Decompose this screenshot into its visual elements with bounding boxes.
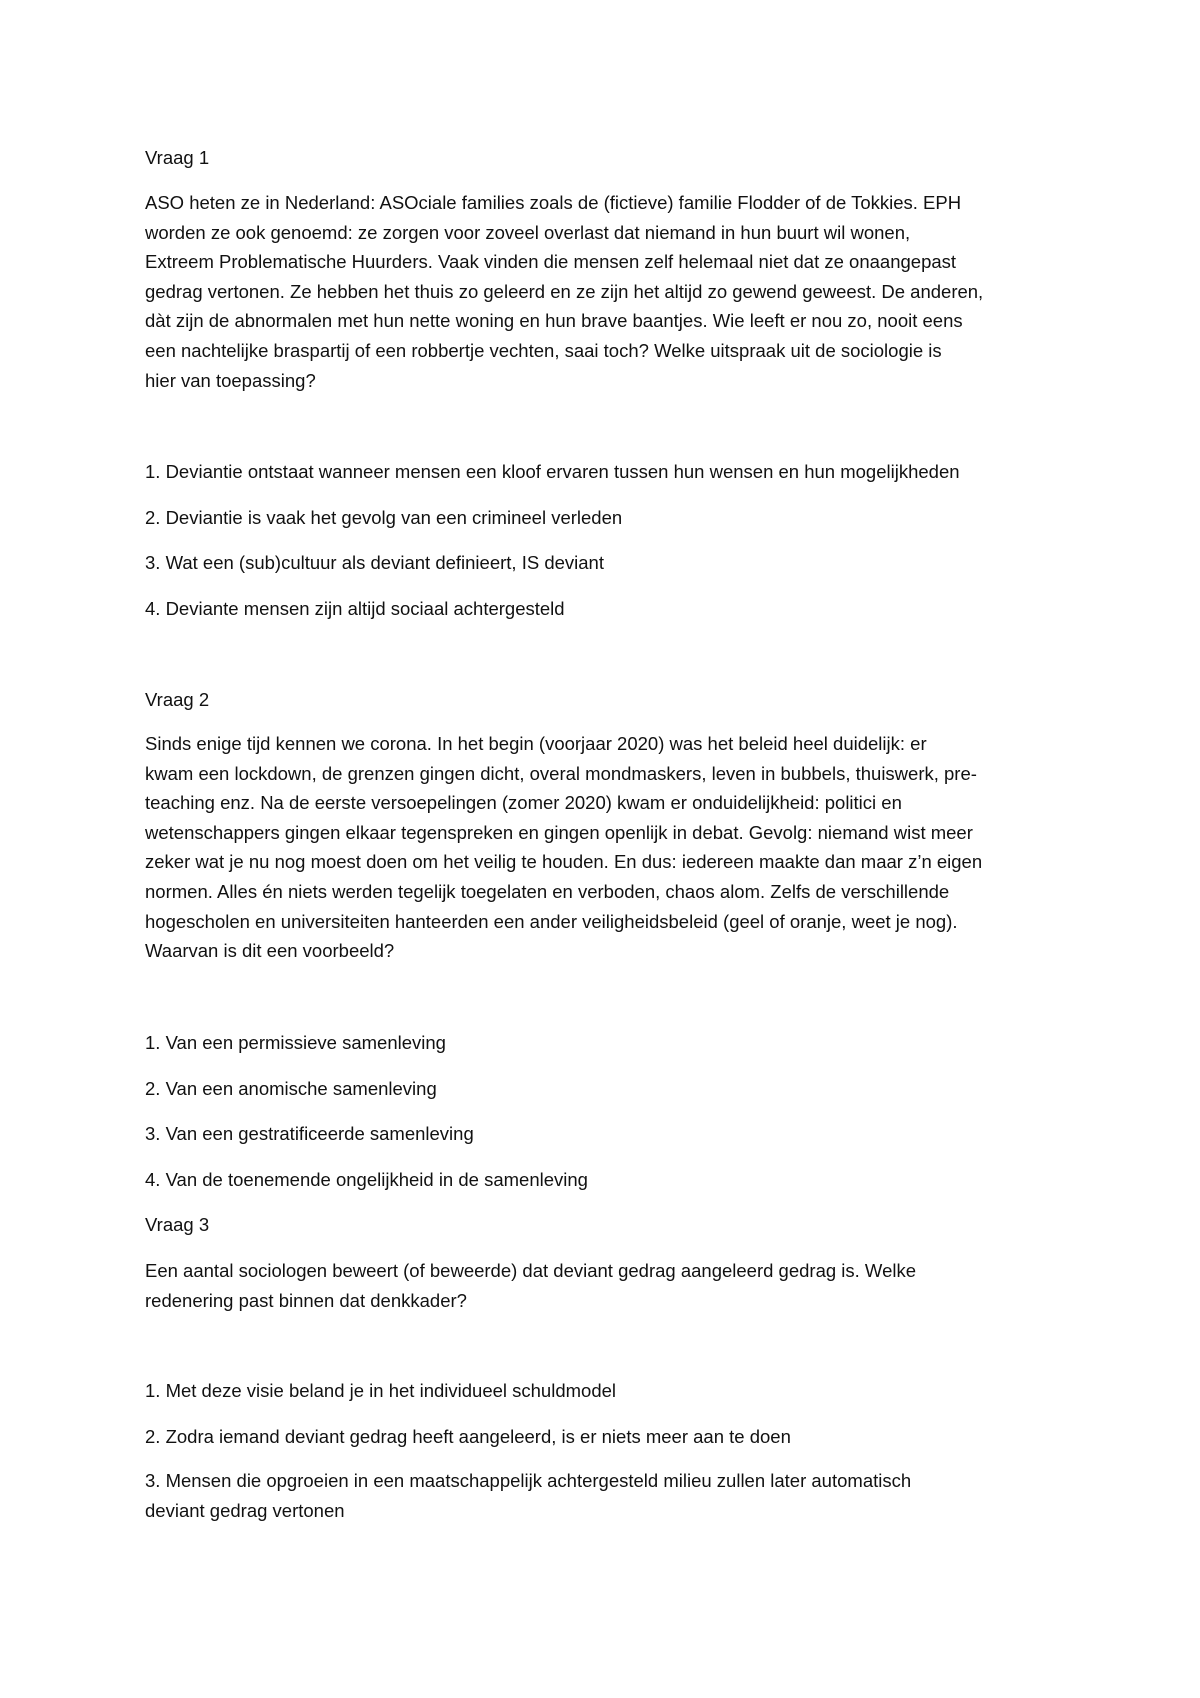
question-3-option-3 [145, 1466, 1080, 1525]
question-1-option-2: 2. Deviantie is vaak het gevolg van een crimineel verleden [145, 507, 623, 528]
question-1-text-line: hier van toepassing? [145, 369, 316, 391]
question-2-text [145, 729, 1080, 966]
question-1-text-line: worden ze ook genoemd: ze zorgen voor zoveel overlast dat niemand in hun buurt wil wonen, [145, 221, 911, 243]
question-2-option-3: 3. Van een gestratificeerde samenleving [145, 1123, 474, 1144]
question-1-text-line: dàt zijn de abnormalen met hun nette woning en hun brave baantjes. Wie leeft er nou zo, nooit eens [145, 310, 963, 332]
question-2-text-line: Waarvan is dit een voorbeeld? [145, 940, 395, 962]
question-2-text-line: teaching enz. Na de eerste versoepelingen (zomer 2020) kwam er onduidelijkheid: politici en [145, 792, 902, 814]
question-2-text-line: wetenschappers gingen elkaar tegenspreken en gingen openlijk in debat. Gevolg: niemand wist meer [145, 821, 973, 843]
question-1-text-line: ASO heten ze in Nederland: ASOciale families zoals de (fictieve) familie Flodder of de Tokkies. EPH [145, 192, 962, 213]
question-3-title: Vraag 3 [145, 1214, 210, 1235]
question-3-text [145, 1256, 1080, 1315]
question-3-option-1: 1. Met deze visie beland je in het individueel schuldmodel [145, 1380, 617, 1401]
question-2-text-line: zeker wat je nu nog moest doen om het veilig te houden. En dus: iedereen maakte dan maar z’n eigen [145, 851, 983, 873]
question-2-text-line: hogescholen en universiteiten hanteerden een ander veiligheidsbeleid (geel of oranje, weet je nog). [145, 910, 958, 932]
question-2-text-line: Sinds enige tijd kennen we corona. In het begin (voorjaar 2020) was het beleid heel duidelijk: er [145, 733, 927, 754]
question-1-text-line: gedrag vertonen. Ze hebben het thuis zo geleerd en ze zijn het altijd zo gewend geweest. De anderen, [145, 280, 984, 302]
question-2-title: Vraag 2 [145, 689, 210, 710]
question-3-option-2: 2. Zodra iemand deviant gedrag heeft aangeleerd, is er niets meer aan te doen [145, 1426, 791, 1447]
question-3-option-3-line: 3. Mensen die opgroeien in een maatschappelijk achtergesteld milieu zullen later automatisch [145, 1470, 912, 1491]
question-2-text-line: kwam een lockdown, de grenzen gingen dicht, overal mondmaskers, leven in bubbels, thuiswerk, pre- [145, 762, 977, 784]
question-1-title: Vraag 1 [145, 147, 210, 168]
question-1-text [145, 188, 1080, 395]
question-1-option-1: 1. Deviantie ontstaat wanneer mensen een kloof ervaren tussen hun wensen en hun mogelijkheden [145, 461, 960, 482]
question-3-option-3-line: deviant gedrag vertonen [145, 1499, 345, 1521]
question-3-text-line: redenering past binnen dat denkkader? [145, 1289, 467, 1311]
question-3-text-line: Een aantal sociologen beweert (of beweerde) dat deviant gedrag aangeleerd gedrag is. Welke [145, 1260, 917, 1281]
question-1-text-line: een nachtelijke braspartij of een robbertje vechten, saai toch? Welke uitspraak uit de sociologie is [145, 339, 942, 361]
question-2-option-1: 1. Van een permissieve samenleving [145, 1032, 446, 1053]
question-1-option-3: 3. Wat een (sub)cultuur als deviant definieert, IS deviant [145, 552, 604, 573]
question-2-option-2: 2. Van een anomische samenleving [145, 1078, 437, 1099]
question-1-option-4: 4. Deviante mensen zijn altijd sociaal achtergesteld [145, 598, 565, 619]
question-2-text-line: normen. Alles én niets werden tegelijk toegelaten en verboden, chaos alom. Zelfs de verschillende [145, 880, 950, 902]
question-1-text-line: Extreem Problematische Huurders. Vaak vinden die mensen zelf helemaal niet dat ze onaangepast [145, 251, 957, 273]
question-2-option-4: 4. Van de toenemende ongelijkheid in de samenleving [145, 1169, 588, 1190]
